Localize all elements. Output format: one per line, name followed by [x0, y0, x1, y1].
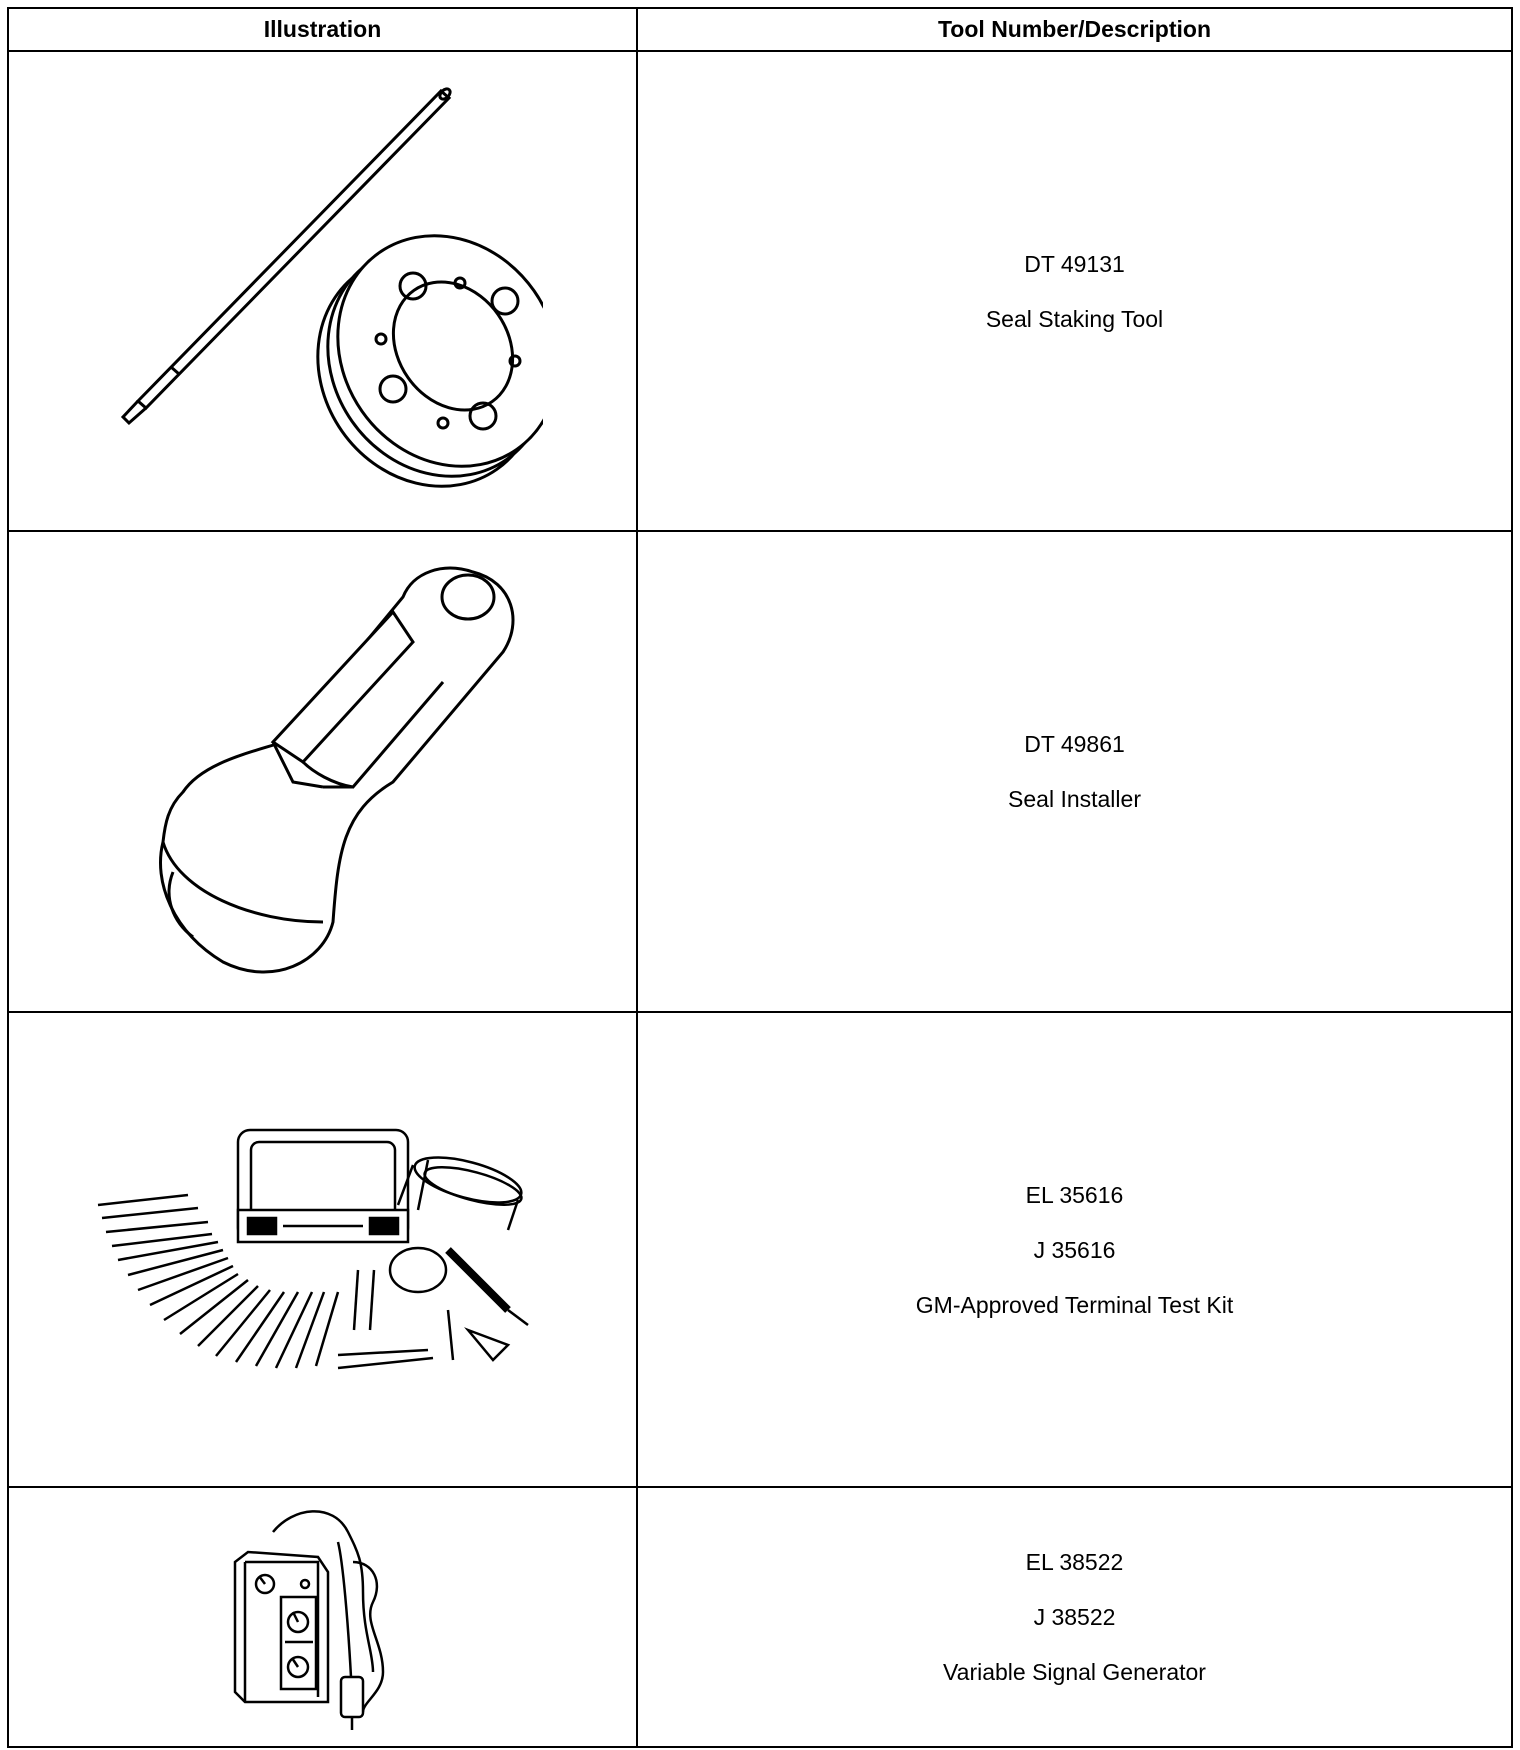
illustration-cell: [8, 1012, 637, 1487]
tool-number: EL 35616: [1025, 1181, 1124, 1208]
table-row: [8, 531, 1512, 1012]
tool-column-header: Tool Number/Description: [637, 8, 1512, 51]
tool-number: EL 38522: [1025, 1549, 1124, 1575]
tool-number-alt: J 35616: [1033, 1236, 1116, 1263]
tool-description-cell: [637, 51, 1512, 531]
table-header-row: [8, 8, 1512, 51]
tool-description: Seal Installer: [1008, 786, 1141, 812]
terminal-test-kit-icon: [88, 1110, 558, 1390]
illustration-column-header: Illustration: [8, 8, 637, 51]
tool-description-cell: [637, 1012, 1512, 1487]
tool-description-cell: [637, 531, 1512, 1012]
illustration-cell: [8, 51, 637, 531]
tool-number-alt: J 38522: [1033, 1604, 1116, 1630]
tool-description-cell: [637, 1487, 1512, 1747]
signal-generator-icon: [223, 1502, 423, 1732]
tool-description: Seal Staking Tool: [985, 305, 1164, 332]
tool-number: DT 49131: [1024, 250, 1125, 277]
seal-installer-icon: [93, 552, 553, 992]
tool-description: Variable Signal Generator: [943, 1659, 1206, 1685]
illustration-cell: [8, 531, 637, 1012]
tool-description: GM-Approved Terminal Test Kit: [915, 1291, 1234, 1318]
tool-number: DT 49861: [1024, 731, 1125, 757]
table-row: [8, 1487, 1512, 1747]
special-tools-table: [7, 7, 1513, 1748]
seal-staking-tool-icon: [103, 71, 543, 511]
table-row: [8, 51, 1512, 531]
illustration-cell: [8, 1487, 637, 1747]
table-row: [8, 1012, 1512, 1487]
